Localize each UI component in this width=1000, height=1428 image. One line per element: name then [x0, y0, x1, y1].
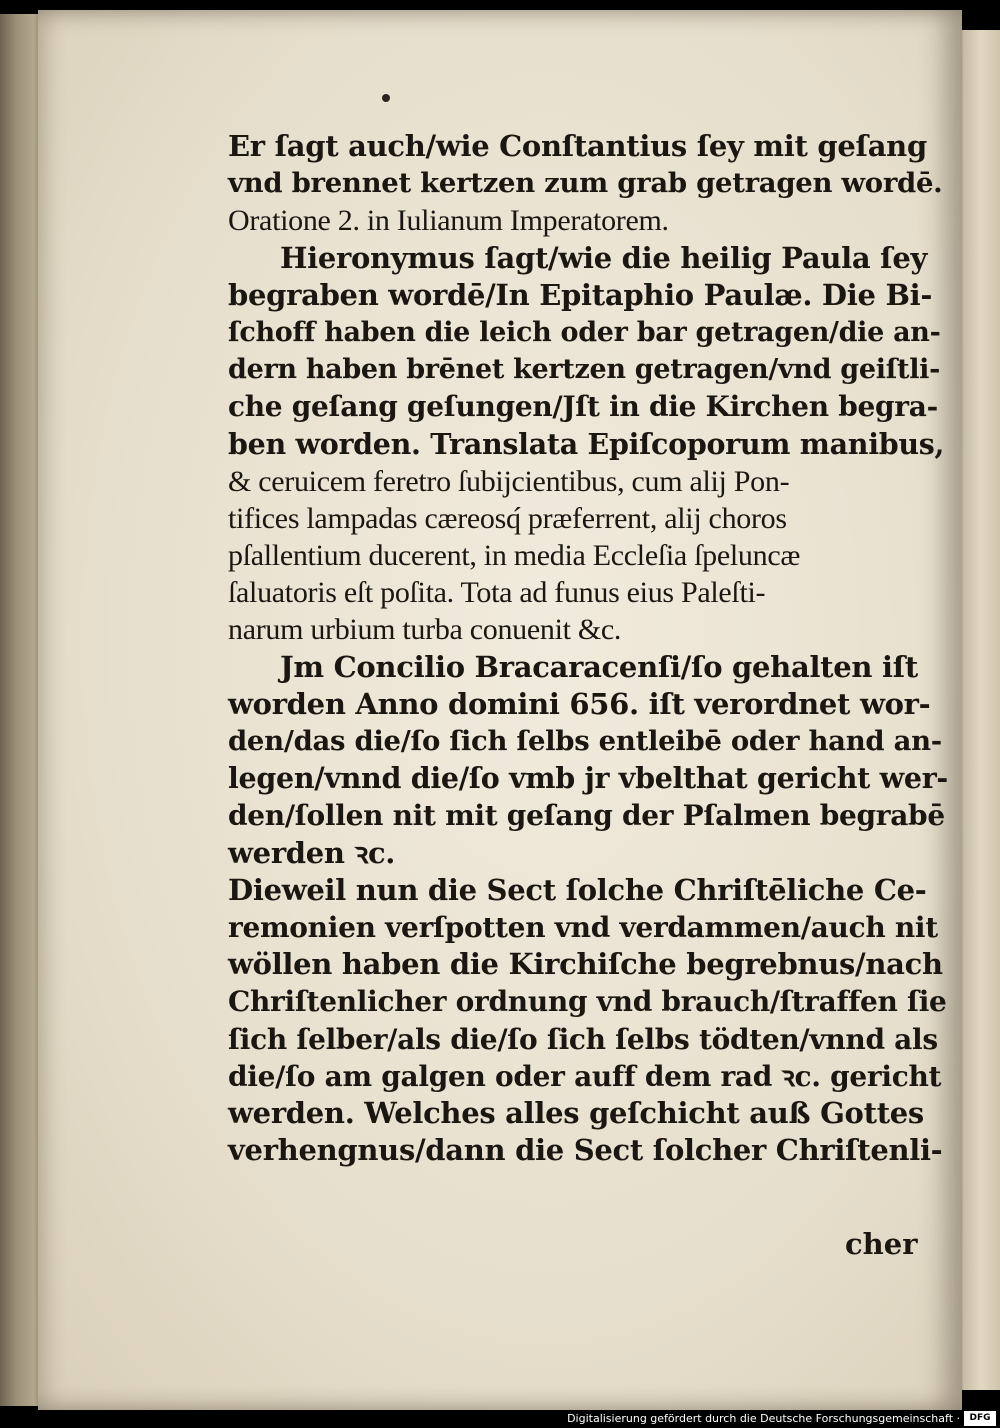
footer-credit: Digitalisierung gefördert durch die Deutsche Forschungsgemeinschaft ·: [567, 1412, 960, 1425]
text-line: begraben wordē/In Epitaphio Paulæ. Die Bi-: [228, 277, 933, 312]
text-line: narum urbium turba conuenit &c.: [228, 613, 622, 647]
text-line: Jm Concilio Bracaracenſi/ſo gehalten iſt: [280, 649, 918, 684]
text-line: ſchoff haben die leich oder bar getragen/die an-: [228, 316, 941, 348]
text-line: Dieweil nun die Sect ſolche Chriſtēliche Ce-: [228, 872, 927, 907]
text-line: den/ſollen nit mit geſang der Pſalmen begrabē: [228, 799, 945, 833]
text-line: dern haben brēnet kertzen getragen/vnd geiſtli-: [228, 354, 941, 386]
text-line: tifices lampadas cæreosq́ præferrent, alij choros: [228, 501, 787, 535]
text-line: Chriſtenlicher ordnung vnd brauch/ſtraffen ſie: [228, 985, 947, 1019]
text-line: ben worden. Translata Epiſcoporum manibus,: [228, 426, 945, 461]
text-line: werden ꝛc.: [228, 835, 396, 870]
text-line: & ceruicem feretro ſubijcientibus, cum alij Pon-: [228, 464, 790, 498]
dfg-logo-icon: DFG: [964, 1411, 996, 1426]
catchword: cher: [845, 1227, 918, 1261]
text-line: vnd brennet kertzen zum grab getragen wordē.: [228, 167, 943, 200]
book-page: [38, 10, 962, 1410]
text-line: remonien verſpotten vnd verdammen/auch nit: [228, 910, 938, 944]
text-line: pſallentium ducerent, in media Eccleſia ſpeluncæ: [228, 539, 801, 573]
text-line: ſich ſelber/als die/ſo ſich ſelbs tödten/vnnd als: [228, 1022, 938, 1056]
text-line: Hieronymus ſagt/wie die heilig Paula ſey: [280, 240, 928, 275]
text-line: legen/vnnd die/ſo vmb jr vbelthat gericht wer-: [228, 761, 948, 796]
text-line: worden Anno domini 656. iſt verordnet wor-: [228, 686, 931, 721]
text-line: die/ſo am galgen oder auff dem rad ꝛc. gericht: [228, 1059, 942, 1093]
book-left-edge: [0, 14, 42, 1406]
text-line: Er ſagt auch/wie Conſtantius ſey mit geſang: [228, 129, 927, 163]
text-line: Oratione 2. in Iulianum Imperatorem.: [228, 204, 669, 238]
text-block: [228, 128, 948, 1268]
text-line: wöllen haben die Kirchiſche begrebnus/nach: [228, 947, 943, 982]
text-line: werden. Welches alles geſchicht auß Gottes: [228, 1095, 924, 1130]
text-line: verhengnus/dann die Sect ſolcher Chriſtenli-: [228, 1133, 943, 1168]
ink-dot-mark: [382, 94, 390, 102]
text-line: den/das die/ſo ſich ſelbs entleibē oder hand an-: [228, 725, 942, 757]
text-line: ſaluatoris eſt poſita. Tota ad funus eius Paleſti-: [228, 576, 766, 610]
text-line: che geſang geſungen/Jſt in die Kirchen begra-: [228, 390, 938, 424]
